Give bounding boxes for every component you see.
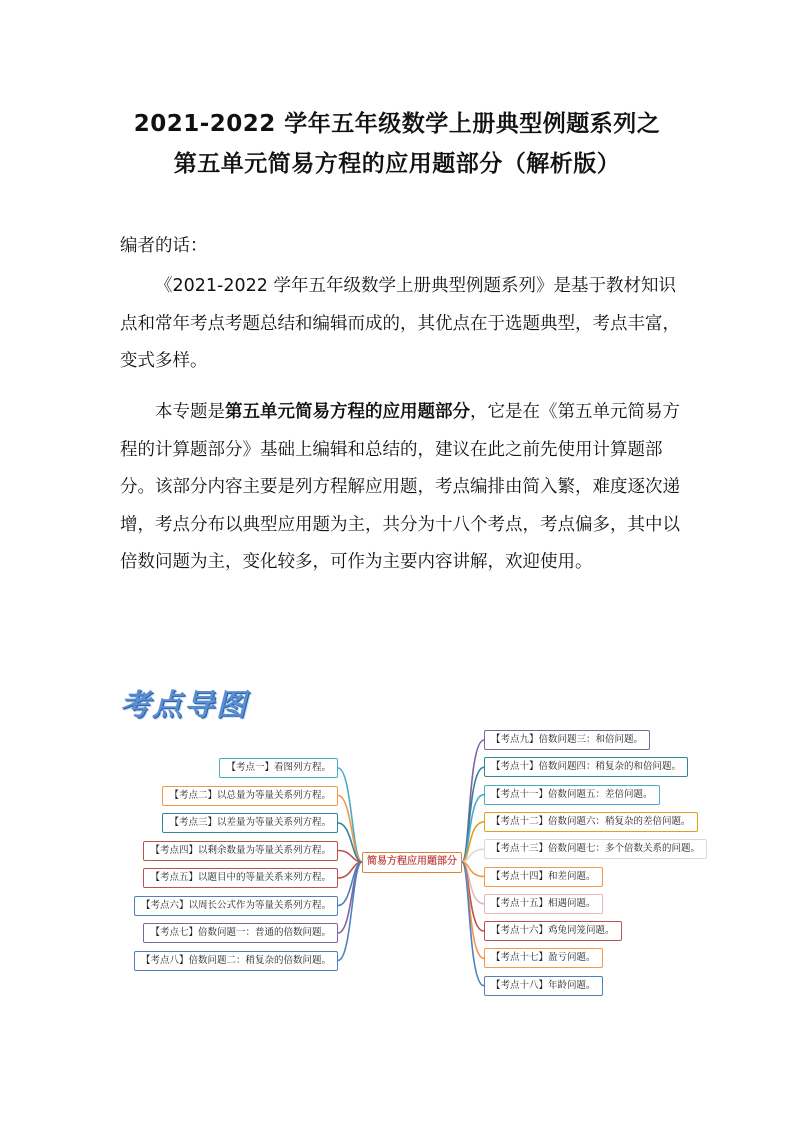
mind-map-left-node: 【考点三】以差量为等量关系列方程。	[162, 813, 338, 833]
mind-map-left-node: 【考点二】以总量为等量关系列方程。	[162, 786, 338, 806]
topic-paragraph	[120, 394, 680, 582]
mind-map-right-node: 【考点十二】倍数问题六：稍复杂的差倍问题。	[484, 812, 698, 832]
mind-map-connector	[462, 862, 484, 986]
mind-map-right-node: 【考点十五】相遇问题。	[484, 894, 603, 914]
mind-map-right-node: 【考点十六】鸡兔同笼问题。	[484, 921, 622, 941]
mind-map-right-node: 【考点九】倍数问题三：和倍问题。	[484, 730, 650, 750]
mind-map-center-node: 简易方程应用题部分	[362, 852, 462, 873]
section-heading: 考点导图	[120, 688, 248, 723]
mind-map-connector	[338, 768, 362, 862]
mind-map-left-node: 【考点五】以题目中的等量关系来列方程。	[143, 868, 338, 888]
mind-map-right-node: 【考点十】倍数问题四：稍复杂的和倍问题。	[484, 757, 688, 777]
intro-paragraph: 《2021-2022 学年五年级数学上册典型例题系列》是基于教材知识点和常年考点考题总结和编辑而成的，其优点在于选题典型，考点丰富，变式多样。	[120, 276, 680, 371]
topic-paragraph-prefix: 本专题是	[155, 402, 225, 422]
mind-map-right-node: 【考点十四】和差问题。	[484, 867, 603, 887]
topic-paragraph-suffix: ，它是在《第五单元简易方程的计算题部分》基础上编辑和总结的，建议在此之前先使用计算题部分。该部分内容主要是列方程解应用题，考点编排由简入繁，难度逐次递增，考点分布以典型应用题为主，共分为十八个考点，考点偏多，其中以倍数问题为主，变化较多，可作为主要内容讲解，欢迎使用。	[120, 402, 680, 572]
mind-map-right-node: 【考点十七】盈亏问题。	[484, 948, 603, 968]
title-line-2: 第五单元简易方程的应用题部分（解析版）	[173, 151, 621, 177]
mind-map-left-node: 【考点六】以周长公式作为等量关系列方程。	[134, 896, 338, 916]
title-line-1: 2021-2022 学年五年级数学上册典型例题系列之	[133, 111, 661, 137]
mind-map-left-node: 【考点一】看图列方程。	[219, 758, 338, 778]
editor-note-label: 编者的话：	[120, 236, 208, 256]
mind-map-left-node: 【考点八】倍数问题二：稍复杂的倍数问题。	[134, 951, 338, 971]
mind-map-right-node: 【考点十一】倍数问题五：差倍问题。	[484, 785, 660, 805]
mind-map-connector	[462, 740, 484, 862]
mind-map	[0, 700, 794, 1020]
mind-map-right-node: 【考点十三】倍数问题七：多个倍数关系的问题。	[484, 839, 707, 859]
mind-map-left-node: 【考点四】以剩余数量为等量关系列方程。	[143, 841, 338, 861]
topic-paragraph-bold: 第五单元简易方程的应用题部分	[225, 402, 470, 422]
mind-map-right-node: 【考点十八】年龄问题。	[484, 976, 603, 996]
mind-map-left-node: 【考点七】倍数问题一：普通的倍数问题。	[143, 923, 338, 943]
